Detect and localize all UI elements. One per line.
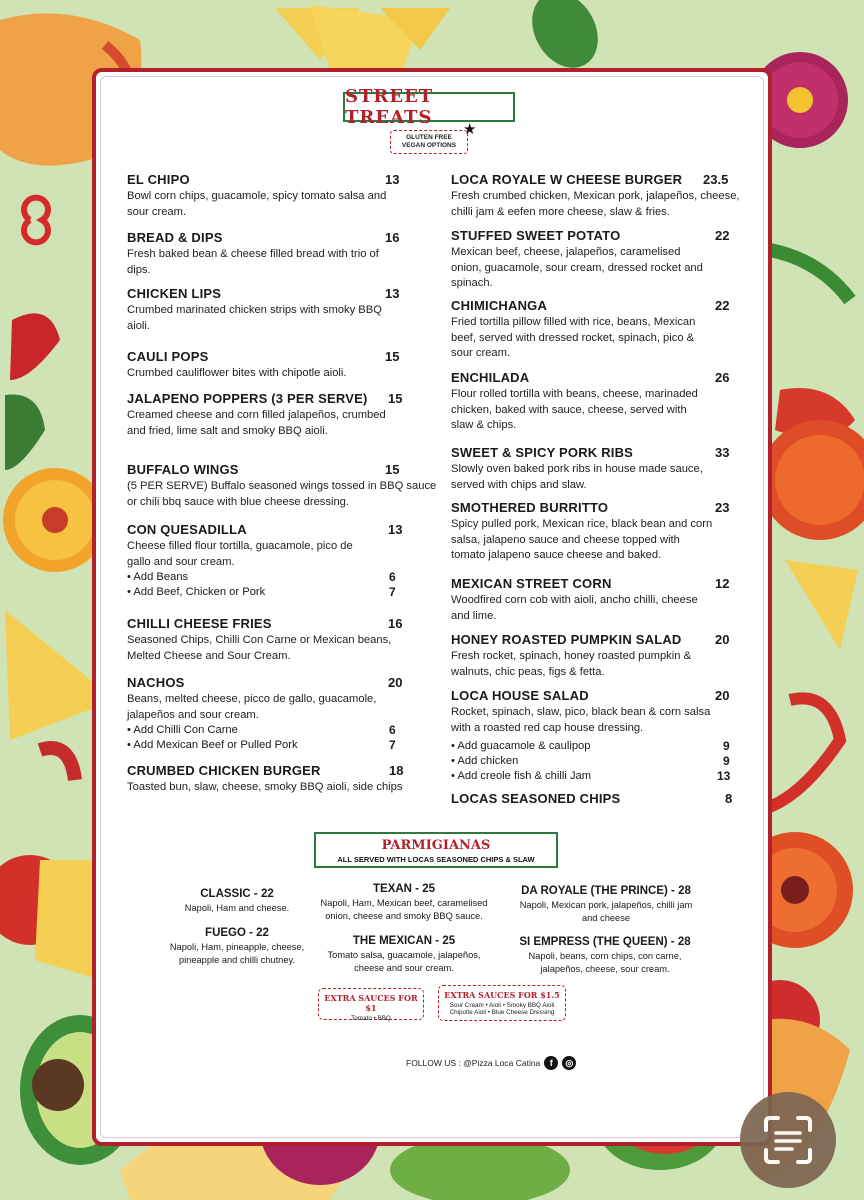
parm-item-si-empress	[498, 936, 712, 976]
add-on-option: • Add Mexican Beef or Pulled Pork 7	[127, 738, 396, 752]
tag-line-2: VEGAN OPTIONS	[401, 142, 457, 149]
item-price: 20	[715, 688, 730, 703]
sauce-title: EXTRA SAUCES FOR $1.5	[444, 990, 560, 1000]
item-price: 15	[388, 391, 403, 406]
add-on-option: • Add chicken 9	[451, 754, 730, 768]
item-name: CHIMICHANGA	[451, 298, 548, 313]
item-description: Beans, melted cheese, picco de gallo, guacamole, jalapeños and sour cream.	[127, 693, 377, 721]
item-price: 13	[385, 286, 400, 301]
menu-item-jalapeno-poppers	[127, 391, 403, 439]
item-description: Crumbed marinated chicken strips with smoky BBQ aioli.	[127, 304, 382, 332]
menu-item-enchilada	[451, 370, 730, 434]
item-description: Rocket, spinach, slaw, pico, black bean & corn salsa with a roasted red cap house dressing.	[451, 706, 711, 734]
parm-item-the-mexican	[313, 935, 495, 975]
gluten-free-vegan-tag	[390, 130, 468, 154]
menu-item-crumbed-chicken-burger	[127, 763, 437, 796]
tag-line-1: GLUTEN FREE	[406, 134, 452, 141]
parm-item-texan	[308, 883, 500, 923]
menu-item-nachos	[127, 675, 403, 753]
item-name: LOCA HOUSE SALAD	[451, 688, 589, 703]
parm-desc: Napoli, Ham, pineapple, cheese, pineapple and chilli chutney.	[169, 942, 305, 965]
item-name: CHICKEN LIPS	[127, 286, 222, 301]
add-on-option: • Add guacamole & caulipop 9	[451, 739, 730, 753]
parm-desc: Napoli, Mexican pork, jalapeños, chilli jam and cheese	[519, 900, 693, 923]
add-on-option: • Add Beans 6	[127, 570, 396, 584]
parm-name: FUEGO - 22	[205, 927, 269, 939]
parm-desc: Napoli, Ham, Mexican beef, caramelised onion, cheese and smoky BBQ sauce.	[320, 898, 488, 921]
parm-item-da-royale	[500, 885, 712, 925]
item-price: 22	[715, 298, 730, 313]
item-description: Cheese filled flour tortilla, guacamole, pico de gallo and sour cream.	[127, 540, 353, 568]
section-title-parmigianas	[314, 832, 558, 868]
extra-sauces-1-5	[438, 985, 566, 1021]
menu-item-chicken-lips	[127, 286, 403, 334]
item-price: 22	[715, 228, 730, 243]
item-price: 18	[389, 763, 404, 778]
item-description: Fried tortilla pillow filled with rice, beans, Mexican beef, served with dressed rocket, spinach, pico & sour cream.	[451, 316, 696, 359]
parm-item-fuego	[156, 927, 318, 967]
parm-name: SI EMPRESS (THE QUEEN) - 28	[519, 936, 691, 948]
parm-desc: Napoli, Ham and cheese.	[184, 903, 290, 913]
item-name: LOCA ROYALE W CHEESE BURGER	[451, 172, 683, 187]
item-description: Woodfired corn cob with aioli, ancho chilli, cheese and lime.	[451, 594, 698, 622]
item-description: Spicy pulled pork, Mexican rice, black bean and corn salsa, jalapeno sauce and cheese topped with tomato jalapeno sauce cheese and baked.	[451, 518, 713, 561]
instagram-icon[interactable]: ◎	[562, 1056, 576, 1070]
menu-item-seasoned-chips	[451, 791, 733, 806]
item-name: JALAPENO POPPERS (3 PER SERVE)	[127, 391, 368, 406]
item-description: Bowl corn chips, guacamole, spicy tomato salsa and sour cream.	[127, 190, 387, 218]
menu-item-smothered-burritto	[451, 500, 730, 564]
item-description: Fresh baked bean & cheese filled bread with trio of dips.	[127, 248, 379, 276]
parm-name: CLASSIC - 22	[200, 888, 274, 900]
item-name: CRUMBED CHICKEN BURGER	[127, 763, 321, 778]
sauce-list: Sour Cream • Aioli • Smoky BBQ Aioli Chipotle Aioli • Blue Cheese Dressing	[449, 1002, 555, 1016]
item-price: 33	[715, 445, 730, 460]
item-name: CON QUESADILLA	[127, 522, 247, 537]
parm-subtitle: ALL SERVED WITH LOCAS SEASONED CHIPS & SLAW	[337, 855, 535, 864]
item-description: Flour rolled tortilla with beans, cheese, marinaded chicken, baked with sauce, cheese, served with slaw & chips.	[451, 388, 698, 431]
item-description: Fresh crumbed chicken, Mexican pork, jalapeños, cheese, chilli jam & eefen more cheese, slaw & fries.	[451, 190, 740, 218]
item-description: Seasoned Chips, Chilli Con Carne or Mexican beans, Melted Cheese and Sour Cream.	[127, 634, 392, 662]
item-name: CAULI POPS	[127, 349, 209, 364]
item-description: Toasted bun, slaw, cheese, smoky BBQ aioli, side chips	[127, 781, 403, 793]
item-price: 15	[385, 462, 400, 477]
menu-item-stuffed-sweet-potato	[451, 228, 730, 292]
add-on-option: • Add Chilli Con Carne 6	[127, 723, 396, 737]
parm-item-classic	[162, 888, 312, 915]
menu-item-house-salad	[451, 688, 731, 784]
item-price: 16	[385, 230, 400, 245]
item-description: Crumbed cauliflower bites with chipotle aioli.	[127, 367, 347, 379]
menu-item-loca-royale	[451, 172, 747, 220]
menu-item-chimichanga	[451, 298, 730, 362]
facebook-icon[interactable]: f	[544, 1056, 558, 1070]
menu-item-pumpkin-salad	[451, 632, 730, 680]
sauce-title: EXTRA SAUCES FOR $1	[324, 993, 418, 1013]
item-price: 20	[715, 632, 730, 647]
item-price: 26	[715, 370, 730, 385]
item-name: ENCHILADA	[451, 370, 530, 385]
scan-text-button[interactable]	[740, 1092, 836, 1188]
parm-desc: Tomato salsa, guacamole, jalapeños, cheese and sour cream.	[327, 950, 481, 973]
item-name: CHILLI CHEESE FRIES	[127, 616, 272, 631]
menu-item-con-quesadilla	[127, 522, 403, 600]
item-name: NACHOS	[127, 675, 185, 690]
menu-item-cauli-pops	[127, 349, 403, 382]
star-icon: ★	[463, 121, 477, 138]
item-description: Fresh rocket, spinach, honey roasted pumpkin & walnuts, chic peas, figs & fetta.	[451, 650, 692, 678]
item-name: HONEY ROASTED PUMPKIN SALAD	[451, 632, 682, 647]
scan-text-icon	[740, 1092, 836, 1188]
item-name: STUFFED SWEET POTATO	[451, 228, 621, 243]
item-description: Creamed cheese and corn filled jalapeños, crumbed and fried, lime salt and smoky BBQ aioli.	[127, 409, 386, 437]
item-price: 23	[715, 500, 730, 515]
item-name: SMOTHERED BURRITTO	[451, 500, 609, 515]
menu-item-street-corn	[451, 576, 730, 624]
menu-item-el-chipo	[127, 172, 403, 220]
item-description: Mexican beef, cheese, jalapeños, caramelised onion, guacamole, sour cream, dressed rocket and spinach.	[451, 246, 703, 289]
menu-item-buffalo-wings	[127, 462, 437, 510]
menu-item-pork-ribs	[451, 445, 730, 493]
follow-text: FOLLOW US : @Pizza Loca Catina	[406, 1058, 541, 1068]
item-price: 13	[385, 172, 400, 187]
item-name: BREAD & DIPS	[127, 230, 223, 245]
item-name: LOCAS SEASONED CHIPS	[451, 791, 621, 806]
item-name: EL CHIPO	[127, 172, 190, 187]
item-price: 23.5	[703, 172, 729, 187]
item-price: 15	[385, 349, 400, 364]
item-description: Slowly oven baked pork ribs in house made sauce, served with chips and slaw.	[451, 463, 703, 491]
parm-desc: Napoli, beans, corn chips, con carne, jalapeños, cheese, sour cream.	[528, 951, 682, 974]
add-on-option: • Add Beef, Chicken or Pork 7	[127, 585, 396, 599]
add-on-option: • Add creole fish & chilli Jam 13	[451, 769, 731, 783]
menu-item-chilli-cheese-fries	[127, 616, 403, 664]
item-price: 8	[725, 791, 733, 806]
item-price: 12	[715, 576, 730, 591]
parm-name: DA ROYALE (THE PRINCE) - 28	[521, 885, 691, 897]
item-name: BUFFALO WINGS	[127, 462, 239, 477]
parm-name: TEXAN - 25	[373, 883, 435, 895]
item-price: 20	[388, 675, 403, 690]
follow-us	[406, 1056, 576, 1070]
parm-title: PARMIGIANAS	[381, 838, 491, 853]
section-title-street-treats: STREET TREATS	[343, 92, 515, 122]
sauce-list: Tomato • BBQ	[351, 1015, 391, 1022]
item-description: (5 PER SERVE) Buffalo seasoned wings tossed in BBQ sauce or chili bbq sauce with blue cheese dressing.	[127, 480, 437, 508]
item-price: 16	[388, 616, 403, 631]
extra-sauces-1	[318, 988, 424, 1020]
item-name: SWEET & SPICY PORK RIBS	[451, 445, 634, 460]
menu-item-bread-dips	[127, 230, 403, 278]
item-name: MEXICAN STREET CORN	[451, 576, 612, 591]
parm-name: THE MEXICAN - 25	[352, 935, 456, 947]
item-price: 13	[388, 522, 403, 537]
